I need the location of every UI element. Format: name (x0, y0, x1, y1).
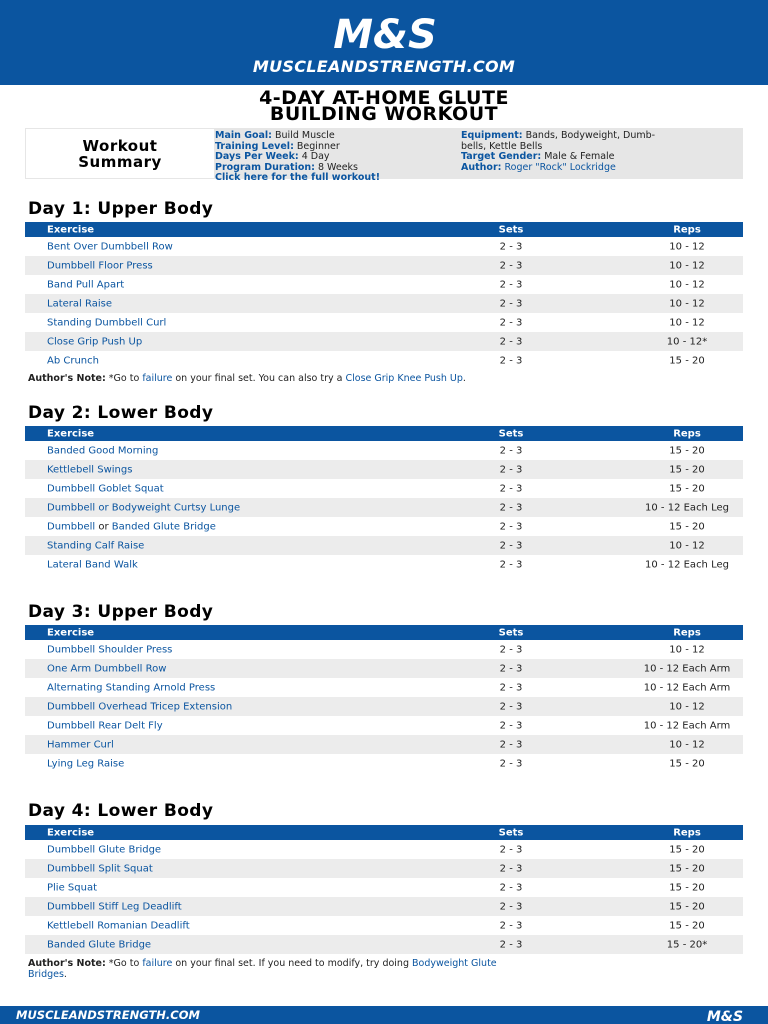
table-row: Bent Over Dumbbell Row 2 - 3 10 - 12 (25, 237, 743, 256)
ms-logo[interactable] (310, 10, 460, 54)
table-row: Kettlebell Romanian Deadlift 2 - 3 15 - 20 (25, 916, 743, 935)
author-link[interactable]: Roger "Rock" Lockridge (504, 161, 616, 173)
close-grip-knee-push-up-link[interactable]: Close Grip Knee Push Up (345, 373, 463, 384)
exercise-cell: Dumbbell or Banded Glute Bridge (47, 521, 216, 532)
table-row: Dumbbell or Banded Glute Bridge 2 - 3 15 - 20 (25, 517, 743, 536)
exercise-link[interactable]: Banded Good Morning (47, 445, 159, 456)
table-row: Dumbbell Floor Press 2 - 3 10 - 12 (25, 256, 743, 275)
exercise-link[interactable]: Standing Calf Raise (47, 540, 145, 551)
exercise-link[interactable]: Ab Crunch (47, 355, 99, 366)
exercise-link[interactable]: One Arm Dumbbell Row (47, 663, 167, 674)
bodyweight-glute-bridges-link-cont[interactable]: Bridges (28, 969, 64, 980)
author: Author: Roger "Rock" Lockridge (461, 161, 616, 173)
exercise-link[interactable]: Dumbbell Glute Bridge (47, 844, 162, 855)
exercise-link[interactable]: Lateral Raise (47, 298, 112, 309)
bodyweight-glute-bridges-link[interactable]: Bodyweight Glute (412, 958, 497, 969)
site-url[interactable]: MUSCLEANDSTRENGTH.COM (252, 57, 516, 76)
table-header: Exercise Sets Reps (25, 426, 743, 441)
exercise-link[interactable]: Dumbbell Rear Delt Fly (47, 720, 163, 731)
table-row: Close Grip Push Up 2 - 3 10 - 12* (25, 332, 743, 351)
days-per-week: Days Per Week: 4 Day (215, 151, 330, 162)
day-3-title: Day 3: Upper Body (28, 602, 214, 622)
day-3-table (25, 625, 743, 773)
day-4-note: Author's Note: *Go to failure on your final set. If you need to modify, try doing Bodyweight Glute Bridges. (28, 958, 497, 980)
table-row: Dumbbell Overhead Tricep Extension 2 - 3 10 - 12 (25, 697, 743, 716)
table-row: Plie Squat 2 - 3 15 - 20 (25, 878, 743, 897)
exercise-link[interactable]: Dumbbell Floor Press (47, 260, 153, 271)
exercise-link[interactable]: Lying Leg Raise (47, 758, 125, 769)
day-1-note: Author's Note: *Go to failure on your final set. You can also try a Close Grip Knee Push Up. (28, 373, 466, 384)
day-1-title: Day 1: Upper Body (28, 199, 214, 219)
site-footer (0, 1006, 768, 1024)
footer-logo-text: M&S (706, 1009, 744, 1023)
table-row: Kettlebell Swings 2 - 3 15 - 20 (25, 460, 743, 479)
table-row: Dumbbell Glute Bridge 2 - 3 15 - 20 (25, 840, 743, 859)
summary-label-line-1: Workout (82, 136, 158, 155)
summary-left-column (215, 131, 380, 184)
table-row: Ab Crunch 2 - 3 15 - 20 (25, 351, 743, 370)
exercise-link[interactable]: Band Pull Apart (47, 279, 125, 290)
summary-label-line-2: Summary (78, 152, 162, 171)
failure-link[interactable]: failure (142, 958, 173, 969)
table-header: Exercise Sets Reps (25, 825, 743, 840)
table-row: Dumbbell Stiff Leg Deadlift 2 - 3 15 - 20 (25, 897, 743, 916)
header-exercise: Exercise (47, 627, 95, 638)
exercise-link[interactable]: Bent Over Dumbbell Row (47, 241, 173, 252)
day-4-title: Day 4: Lower Body (28, 801, 214, 821)
target-gender: Target Gender: Male & Female (461, 151, 615, 162)
page-title (0, 87, 768, 125)
failure-link[interactable]: failure (142, 373, 173, 384)
equipment: Equipment: Bands, Bodyweight, Dumb- (461, 130, 656, 141)
exercise-link[interactable]: Hammer Curl (47, 739, 114, 750)
header-exercise: Exercise (47, 428, 95, 439)
exercise-link[interactable]: Kettlebell Romanian Deadlift (47, 920, 190, 931)
exercise-link[interactable]: Dumbbell Overhead Tricep Extension (47, 701, 233, 712)
program-duration: Program Duration: 8 Weeks (215, 161, 358, 173)
table-row: Dumbbell Goblet Squat 2 - 3 15 - 20 (25, 479, 743, 498)
table-row: Dumbbell Shoulder Press 2 - 3 10 - 12 (25, 640, 743, 659)
title-line-2: BUILDING WORKOUT (269, 103, 499, 125)
table-row: Dumbbell Rear Delt Fly 2 - 3 10 - 12 Each Arm (25, 716, 743, 735)
table-header: Exercise Sets Reps (25, 625, 743, 640)
ms-logo-text: M&S (333, 12, 437, 54)
table-row: Banded Good Morning 2 - 3 15 - 20 (25, 441, 743, 460)
footer-site-url[interactable]: MUSCLEANDSTRENGTH.COM (16, 1008, 200, 1022)
table-row: Standing Calf Raise 2 - 3 10 - 12 (25, 536, 743, 555)
table-row: Alternating Standing Arnold Press 2 - 3 10 - 12 Each Arm (25, 678, 743, 697)
table-row: Lateral Raise 2 - 3 10 - 12 (25, 294, 743, 313)
summary-label (25, 128, 215, 179)
table-header: Exercise Sets Reps (25, 222, 743, 237)
exercise-link[interactable]: Dumbbell Split Squat (47, 863, 153, 874)
exercise-link[interactable]: Plie Squat (47, 882, 97, 893)
exercise-link[interactable]: Kettlebell Swings (47, 464, 133, 475)
full-workout-link[interactable]: Click here for the full workout! (215, 172, 381, 183)
table-row: Band Pull Apart 2 - 3 10 - 12 (25, 275, 743, 294)
training-level: Training Level: Beginner (215, 140, 340, 152)
footer-ms-logo[interactable] (700, 1008, 750, 1023)
exercise-link[interactable]: Dumbbell or Bodyweight Curtsy Lunge (47, 502, 241, 513)
exercise-link[interactable]: Alternating Standing Arnold Press (47, 682, 216, 693)
day-2-title: Day 2: Lower Body (28, 403, 214, 423)
table-row: Standing Dumbbell Curl 2 - 3 10 - 12 (25, 313, 743, 332)
exercise-link[interactable]: Dumbbell Stiff Leg Deadlift (47, 901, 182, 912)
title-line-1: 4-DAY AT-HOME GLUTE (259, 87, 509, 109)
exercise-link[interactable]: Dumbbell Shoulder Press (47, 644, 173, 655)
table-row: Hammer Curl 2 - 3 10 - 12 (25, 735, 743, 754)
header-exercise: Exercise (47, 224, 95, 235)
exercise-link[interactable]: Dumbbell Goblet Squat (47, 483, 164, 494)
equipment-cont: bells, Kettle Bells (461, 140, 543, 152)
main-goal: Main Goal: Build Muscle (215, 130, 335, 141)
day-2-table (25, 426, 743, 574)
table-row: Lying Leg Raise 2 - 3 15 - 20 (25, 754, 743, 773)
summary-right-column (461, 131, 655, 173)
table-row: Dumbbell Split Squat 2 - 3 15 - 20 (25, 859, 743, 878)
day-1-table (25, 222, 743, 370)
exercise-link[interactable]: Banded Glute Bridge (111, 521, 216, 532)
table-row: Dumbbell or Bodyweight Curtsy Lunge 2 - 3 10 - 12 Each Leg (25, 498, 743, 517)
exercise-link[interactable]: Banded Glute Bridge (47, 939, 152, 950)
table-row: One Arm Dumbbell Row 2 - 3 10 - 12 Each Arm (25, 659, 743, 678)
exercise-link[interactable]: Dumbbell (47, 521, 96, 532)
exercise-link[interactable]: Close Grip Push Up (47, 336, 143, 347)
day-4-table (25, 825, 743, 954)
workout-summary (25, 128, 743, 183)
exercise-link[interactable]: Standing Dumbbell Curl (47, 317, 167, 328)
header-exercise: Exercise (47, 827, 95, 838)
exercise-link[interactable]: Lateral Band Walk (47, 559, 138, 570)
table-row: Lateral Band Walk 2 - 3 10 - 12 Each Leg (25, 555, 743, 574)
table-row: Banded Glute Bridge 2 - 3 15 - 20* (25, 935, 743, 954)
site-header (0, 0, 768, 85)
